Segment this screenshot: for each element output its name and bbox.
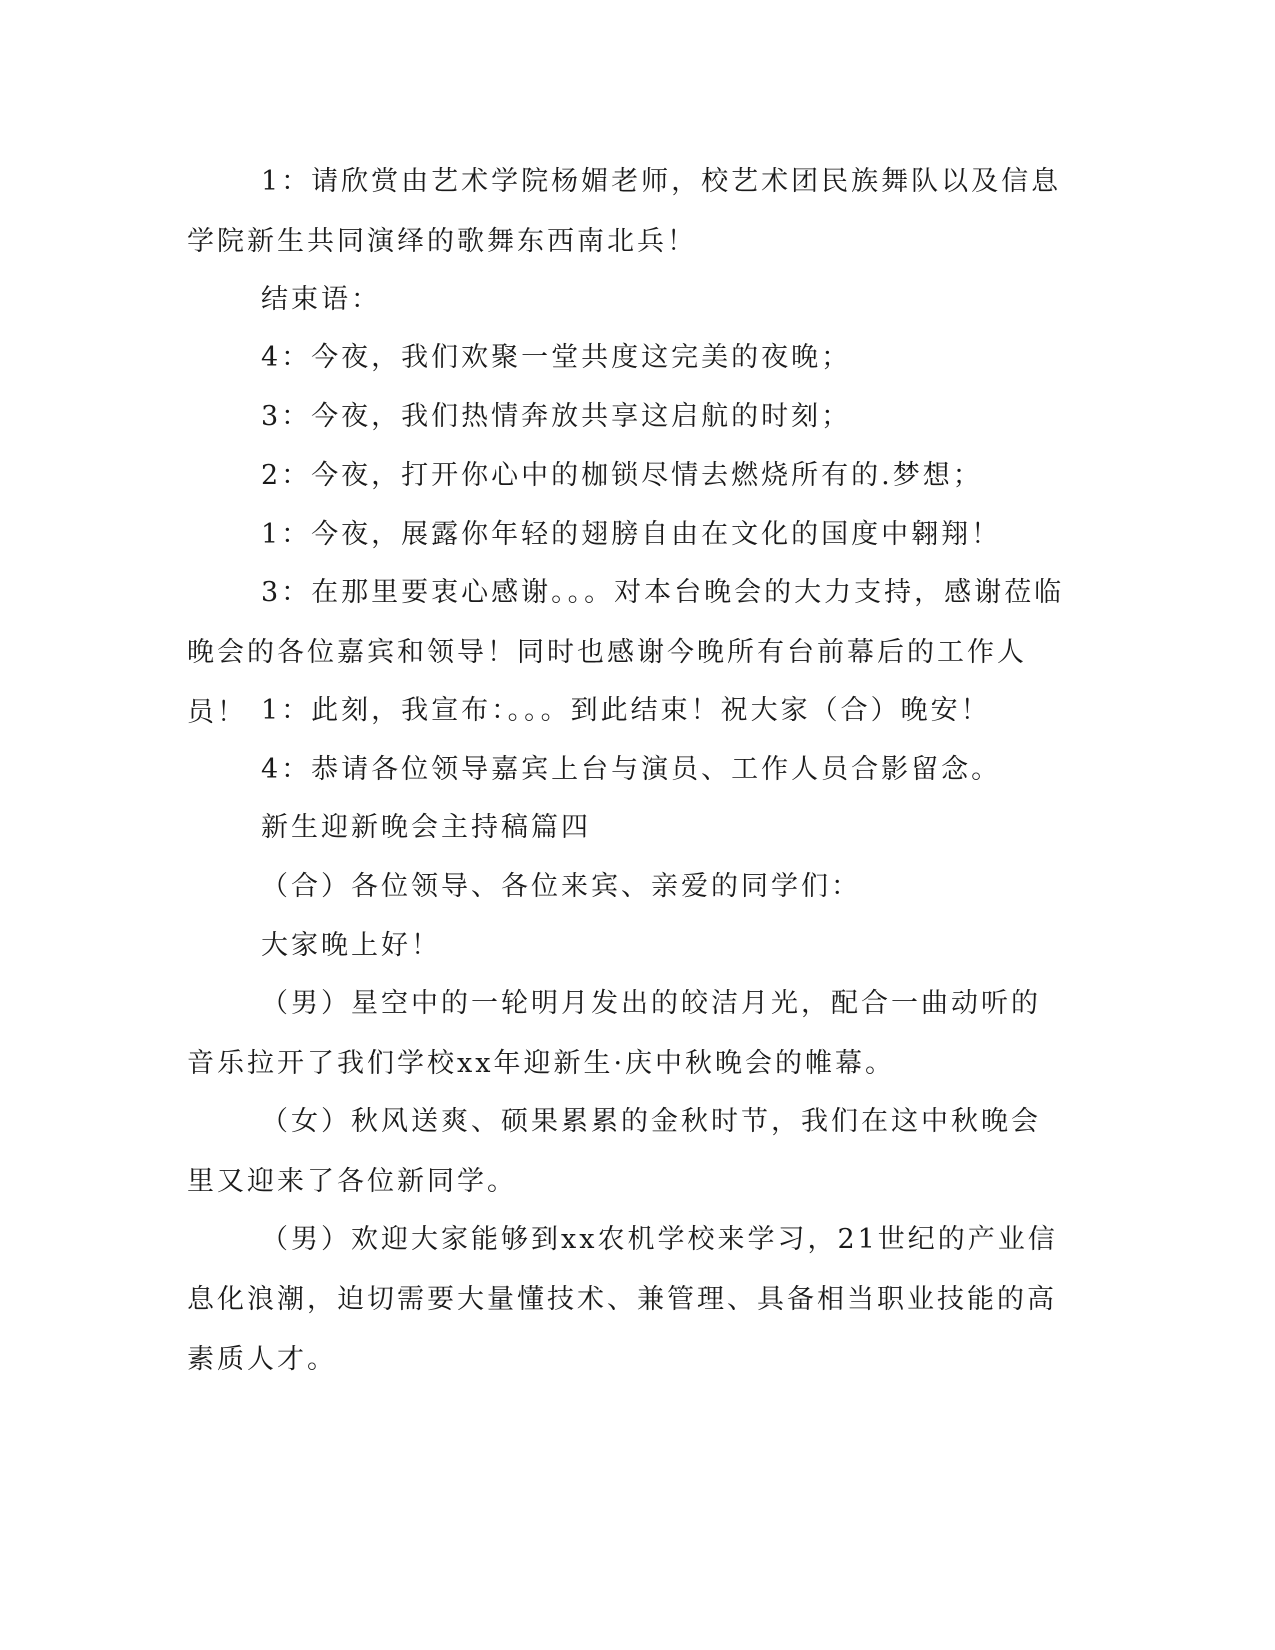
paragraph-group-photo: 4：恭请各位领导嘉宾上台与演员、工作人员合影留念。 [261,754,1002,785]
paragraph-male-host-1: （男）星空中的一轮明月发出的皎洁月光，配合一曲动听的音乐拉开了我们学校xx年迎新生·庆中秋晚会的帷幕。 [187,988,1041,1079]
paragraph-closing-line-3a: 3：今夜，我们热情奔放共享这启航的时刻； [261,401,852,432]
paragraph-closing-heading: 结束语： [261,284,381,315]
paragraph-program-announcement: 1：请欣赏由艺术学院杨媚老师，校艺术团民族舞队以及信息学院新生共同演绎的歌舞东西南北兵！ [187,166,1062,257]
section-heading: 新生迎新晚会主持稿篇四 [261,812,591,843]
paragraph-closing-line-1a: 1：今夜，展露你年轻的翅膀自由在文化的国度中翱翔！ [261,519,1002,550]
paragraph-closing-line-2: 2：今夜，打开你心中的枷锁尽情去燃烧所有的.梦想； [261,460,983,491]
paragraph-closing-line-4a: 4：今夜，我们欢聚一堂共度这完美的夜晚； [261,342,852,373]
paragraph-greeting: 大家晚上好！ [261,930,441,961]
paragraph-female-host-1: （女）秋风送爽、硕果累累的金秋时节，我们在这中秋晚会里又迎来了各位新同学。 [187,1106,1041,1197]
paragraph-male-host-2: （男）欢迎大家能够到xx农机学校来学习，21世纪的产业信息化浪潮，迫切需要大量懂技术、兼管理、具备相当职业技能的高素质人才。 [187,1224,1058,1375]
paragraph-thanks: 3：在那里要衷心感谢。。。对本台晚会的大力支持，感谢莅临晚会的各位嘉宾和领导！同时也感谢今晚所有台前幕后的工作人员！ [187,577,1065,728]
paragraph-greeting-address: （合）各位领导、各位来宾、亲爱的同学们： [261,871,861,902]
paragraph-announcement-end: 1：此刻，我宣布：。。。到此结束！祝大家（合）晚安！ [261,695,991,726]
